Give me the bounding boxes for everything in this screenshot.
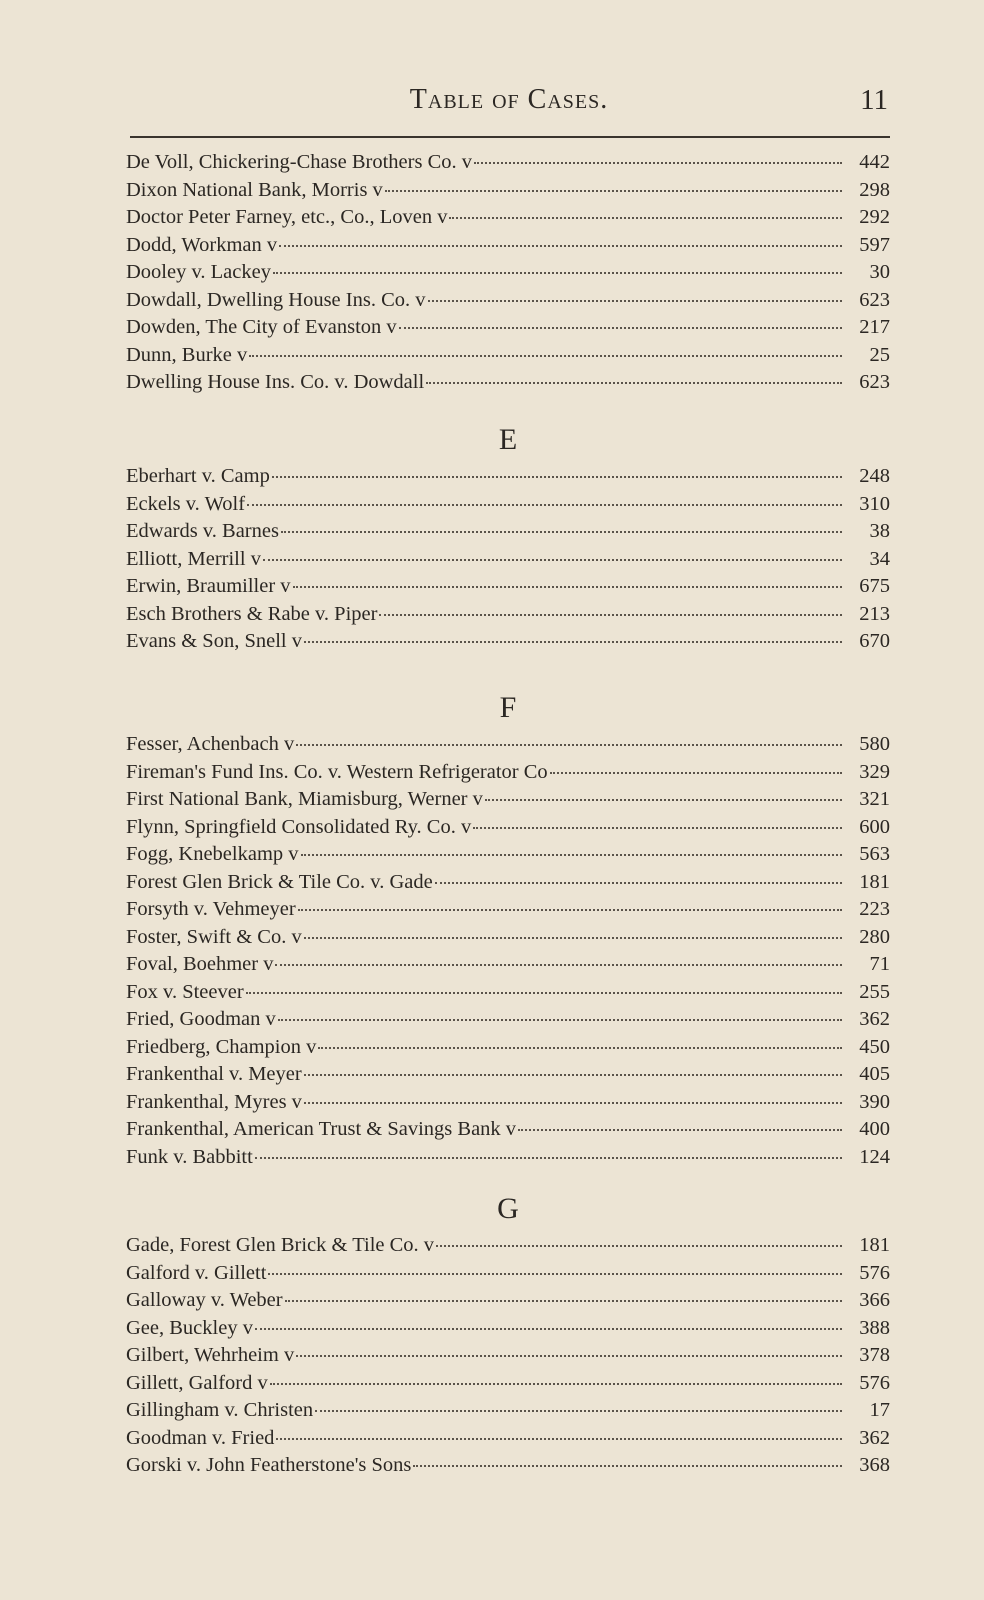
case-name: Forsyth v. Vehmeyer (126, 898, 296, 920)
section-f (126, 685, 890, 1171)
case-name: Gilbert, Wehrheim v (126, 1344, 295, 1366)
dot-leader (304, 937, 842, 939)
case-page-number: 280 (859, 925, 890, 948)
case-entry (126, 491, 890, 519)
dot-leader (379, 614, 842, 616)
case-page-number: 450 (859, 1035, 890, 1058)
case-page-number: 576 (859, 1371, 890, 1394)
dot-leader (270, 1383, 842, 1385)
case-entry (126, 463, 890, 491)
case-name: Frankenthal v. Meyer (126, 1063, 302, 1085)
case-entry (126, 951, 890, 979)
case-entry (126, 814, 890, 842)
case-entry (126, 924, 890, 952)
case-page-number: 181 (859, 1234, 890, 1256)
dot-leader (428, 300, 842, 302)
dot-leader (474, 162, 842, 164)
case-name: Gillingham v. Christen (126, 1399, 314, 1421)
dot-leader (255, 1157, 842, 1159)
case-name: Fried, Goodman v (126, 1008, 276, 1030)
case-page-number: 34 (869, 547, 890, 570)
case-entry (126, 759, 890, 787)
dot-leader (485, 799, 842, 801)
dot-leader (296, 744, 842, 746)
section-letter: F (499, 691, 517, 724)
case-name: Gillett, Galford v (126, 1371, 268, 1394)
case-name: Friedberg, Champion v (126, 1035, 317, 1058)
case-name: Foval, Boehmer v (126, 953, 274, 975)
case-name: Galloway v. Weber (126, 1289, 283, 1311)
case-entry (126, 369, 890, 397)
case-page-number: 321 (859, 788, 890, 810)
case-name: Galford v. Gillett (126, 1261, 267, 1284)
case-page-number: 442 (859, 151, 890, 173)
case-name: Erwin, Braumiller v (126, 575, 291, 597)
dot-leader (304, 1074, 842, 1076)
case-page-number: 17 (869, 1399, 890, 1421)
case-entry (126, 342, 890, 370)
case-entry (126, 1370, 890, 1398)
case-page-number: 223 (859, 898, 890, 920)
case-entry (126, 518, 890, 546)
case-name: Dooley v. Lackey (126, 261, 271, 283)
dot-leader (435, 882, 842, 884)
case-page-number: 378 (859, 1344, 890, 1366)
dot-leader (304, 641, 842, 643)
dot-leader (279, 245, 842, 247)
dot-leader (315, 1410, 842, 1412)
case-entry (126, 546, 890, 574)
section-g (126, 1186, 890, 1480)
dot-leader (293, 586, 842, 588)
case-name: Frankenthal, American Trust & Savings Bank v (126, 1118, 517, 1140)
case-page-number: 670 (859, 630, 890, 652)
case-name: Fox v. Steever (126, 980, 244, 1003)
dot-leader (518, 1129, 842, 1131)
case-entry (126, 869, 890, 897)
case-page-number: 310 (859, 492, 890, 515)
case-entry (126, 1425, 890, 1453)
dot-leader (285, 1300, 842, 1302)
case-name: Fireman's Fund Ins. Co. v. Western Refrigerator Co (126, 760, 548, 783)
page-header (130, 84, 888, 132)
case-name: Evans & Son, Snell v (126, 630, 302, 652)
case-name: Dunn, Burke v (126, 343, 248, 366)
dot-leader (413, 1465, 842, 1467)
dot-leader (473, 827, 842, 829)
case-entry (126, 287, 890, 315)
case-page-number: 362 (859, 1426, 890, 1449)
case-entry (126, 314, 890, 342)
dot-leader (246, 992, 842, 994)
running-title: Table of Cases. (409, 84, 609, 115)
case-entry (126, 149, 890, 177)
dot-leader (276, 1438, 842, 1440)
dot-leader (272, 476, 842, 478)
dot-leader (247, 504, 842, 506)
case-entry (126, 1006, 890, 1034)
case-entry (126, 573, 890, 601)
case-page-number: 30 (869, 261, 890, 283)
case-name: Goodman v. Fried (126, 1426, 275, 1449)
case-page-number: 597 (859, 233, 890, 256)
case-page-number: 71 (869, 953, 890, 975)
case-entry (126, 1397, 890, 1425)
case-page-number: 576 (859, 1261, 890, 1284)
dot-leader (263, 559, 842, 561)
dot-leader (449, 217, 842, 219)
section-letter: E (498, 423, 518, 456)
case-name: Dowden, The City of Evanston v (126, 316, 397, 338)
case-name: Fesser, Achenbach v (126, 733, 295, 755)
case-name: Elliott, Merrill v (126, 547, 261, 570)
case-name: Dowdall, Dwelling House Ins. Co. v (126, 288, 426, 311)
case-page-number: 600 (859, 815, 890, 838)
section-e (126, 417, 890, 656)
case-page-number: 563 (859, 843, 890, 865)
case-entry (126, 204, 890, 232)
case-name: Edwards v. Barnes (126, 520, 279, 542)
case-name: Forest Glen Brick & Tile Co. v. Gade (126, 870, 433, 893)
dot-leader (301, 854, 842, 856)
case-page-number: 298 (859, 178, 890, 201)
case-entry (126, 1287, 890, 1315)
case-name: Fogg, Knebelkamp v (126, 843, 299, 865)
case-page-number: 675 (859, 575, 890, 597)
dot-leader (385, 190, 842, 192)
dot-leader (298, 909, 842, 911)
dot-leader (318, 1047, 842, 1049)
case-entry (126, 1034, 890, 1062)
case-page-number: 366 (859, 1289, 890, 1311)
case-name: Esch Brothers & Rabe v. Piper (126, 602, 378, 625)
case-page-number: 292 (859, 206, 890, 228)
case-name: Dwelling House Ins. Co. v. Dowdall (126, 371, 425, 393)
dot-leader (399, 327, 842, 329)
case-name: Doctor Peter Farney, etc., Co., Loven v (126, 206, 448, 228)
case-page-number: 213 (859, 602, 890, 625)
case-entry (126, 628, 890, 656)
case-entry (126, 896, 890, 924)
case-entry (126, 259, 890, 287)
case-page-number: 248 (859, 465, 890, 487)
dot-leader (296, 1355, 842, 1357)
dot-leader (278, 1019, 842, 1021)
case-name: Frankenthal, Myres v (126, 1090, 302, 1113)
case-name: Gorski v. John Featherstone's Sons (126, 1454, 412, 1476)
case-name: Gee, Buckley v (126, 1316, 253, 1339)
dot-leader (249, 355, 842, 357)
case-page-number: 329 (859, 760, 890, 783)
case-page-number: 124 (859, 1145, 890, 1168)
dot-leader (436, 1245, 842, 1247)
case-entry (126, 786, 890, 814)
case-name: Funk v. Babbitt (126, 1145, 253, 1168)
case-page-number: 580 (859, 733, 890, 755)
case-entry (126, 1089, 890, 1117)
dot-leader (304, 1102, 842, 1104)
case-entry (126, 1315, 890, 1343)
case-page-number: 390 (859, 1090, 890, 1113)
case-page-number: 623 (859, 288, 890, 311)
dot-leader (426, 382, 842, 384)
case-entry (126, 1116, 890, 1144)
case-entry (126, 177, 890, 205)
case-entry (126, 1342, 890, 1370)
case-name: First National Bank, Miamisburg, Werner v (126, 788, 483, 810)
case-entry (126, 841, 890, 869)
case-page-number: 255 (859, 980, 890, 1003)
header-rule (130, 136, 890, 138)
dot-leader (273, 272, 842, 274)
case-entry (126, 601, 890, 629)
case-entry (126, 1452, 890, 1480)
case-name: Dixon National Bank, Morris v (126, 178, 383, 201)
case-entry (126, 1260, 890, 1288)
case-name: Flynn, Springfield Consolidated Ry. Co. v (126, 815, 472, 838)
dot-leader (268, 1273, 842, 1275)
case-page-number: 362 (859, 1008, 890, 1030)
section-d (126, 149, 890, 397)
case-page-number: 623 (859, 371, 890, 393)
dot-leader (281, 531, 842, 533)
case-page-number: 181 (859, 870, 890, 893)
case-name: Eckels v. Wolf (126, 492, 246, 515)
case-entry (126, 1144, 890, 1172)
case-name: Gade, Forest Glen Brick & Tile Co. v (126, 1234, 435, 1256)
case-page-number: 405 (859, 1063, 890, 1085)
section-letter: G (497, 1192, 519, 1225)
case-name: Foster, Swift & Co. v (126, 925, 302, 948)
case-name: Dodd, Workman v (126, 233, 278, 256)
case-page-number: 217 (859, 316, 890, 338)
dot-leader (255, 1328, 842, 1330)
case-name: Eberhart v. Camp (126, 465, 270, 487)
case-name: De Voll, Chickering-Chase Brothers Co. v (126, 151, 472, 173)
case-entry (126, 232, 890, 260)
case-page-number: 400 (859, 1118, 890, 1140)
dot-leader (550, 772, 842, 774)
page-number: 11 (860, 84, 888, 116)
case-page-number: 25 (869, 343, 890, 366)
case-entry (126, 1061, 890, 1089)
case-page-number: 368 (859, 1454, 890, 1476)
dot-leader (275, 964, 842, 966)
case-entry (126, 1232, 890, 1260)
case-page-number: 388 (859, 1316, 890, 1339)
case-page-number: 38 (869, 520, 890, 542)
case-entry (126, 731, 890, 759)
case-entry (126, 979, 890, 1007)
